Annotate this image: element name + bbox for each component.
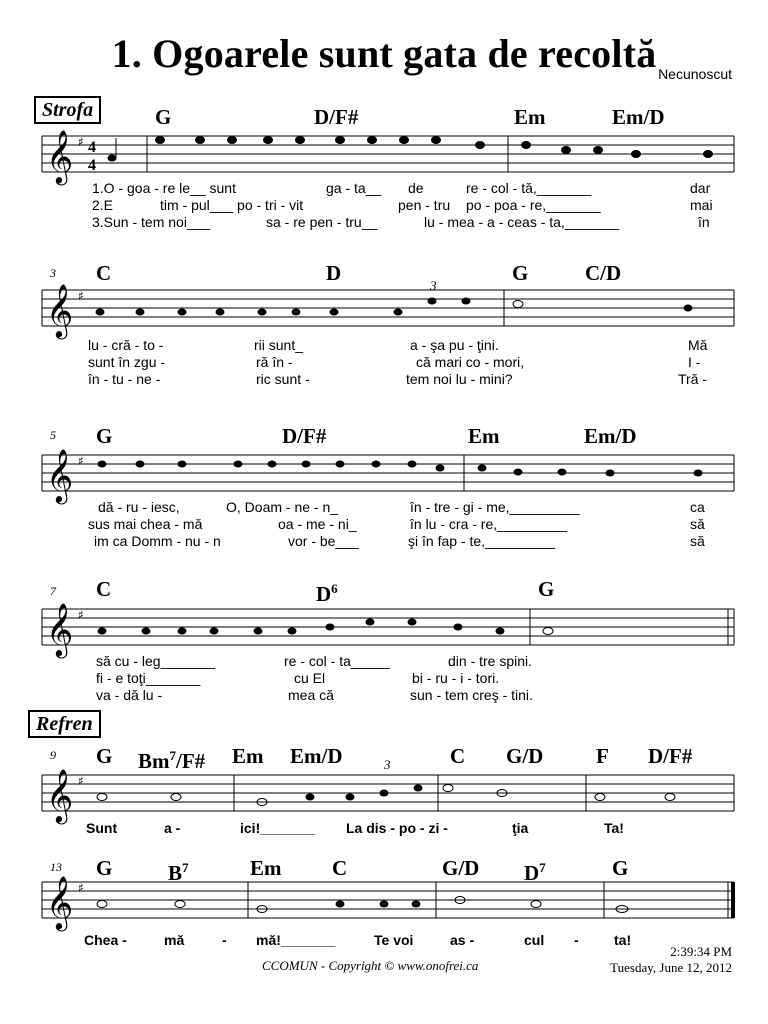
chord: G <box>96 424 113 448</box>
treble-clef-icon: 𝄞 <box>46 129 74 183</box>
lyric: ici!_______ <box>240 820 315 836</box>
lyric: mea că <box>288 687 334 703</box>
key-signature-sharp-icon: ♯ <box>78 454 84 468</box>
lyric: că mari co - mori, <box>416 354 525 370</box>
lyric: a - <box>164 820 181 836</box>
chord: D/F# <box>314 105 359 129</box>
chord: C <box>96 577 112 601</box>
lyric: lu - cră - to - <box>88 337 164 353</box>
chord: D/F# <box>282 424 327 448</box>
key-signature-sharp-icon: ♯ <box>78 289 84 303</box>
treble-clef-icon: 𝄞 <box>46 602 74 656</box>
lyric: pen - tru <box>398 197 451 213</box>
lyric: ga - ta__ <box>326 180 382 196</box>
lyric: re - col - tă,_______ <box>466 180 592 196</box>
time-sig-top: 4 <box>88 139 96 156</box>
chord: C <box>332 856 348 880</box>
print-time: 2:39:34 PM <box>670 944 732 959</box>
lyric: cu El <box>294 670 326 686</box>
chord: F <box>596 744 609 768</box>
lyric: din - tre spini. <box>448 653 533 669</box>
chord: Em <box>514 105 546 129</box>
triplet-label: 3 <box>384 757 391 772</box>
chord: G <box>512 261 529 285</box>
chord: G <box>612 856 629 880</box>
lyric: cul <box>524 932 545 948</box>
lyric: în - tre - gi - me,_________ <box>410 499 580 515</box>
lyric: să <box>690 516 705 532</box>
lyric: ca <box>690 499 705 515</box>
lyric: vor - be___ <box>288 533 359 549</box>
chord: G/D <box>442 856 480 880</box>
chord: Em/D <box>290 744 343 768</box>
lyric: în <box>698 214 710 230</box>
measure-number: 5 <box>50 428 56 442</box>
lyric: mai <box>690 197 713 213</box>
treble-clef-icon: 𝄞 <box>46 448 74 502</box>
lyric: Tră - <box>678 371 708 387</box>
lyric: sun - tem creş - tini. <box>410 687 533 703</box>
lyric: şi în fap - te,_________ <box>408 533 556 549</box>
lyric: O, Doam - ne - n_ <box>226 499 339 515</box>
copyright: CCOMUN - Copyright © www.onofrei.ca <box>262 958 479 973</box>
lyric: de <box>408 180 424 196</box>
verse-label: Strofa <box>34 96 101 124</box>
lyric: Ta! <box>604 820 624 836</box>
measure-number: 7 <box>50 584 56 598</box>
print-date: Tuesday, June 12, 2012 <box>610 960 732 975</box>
key-signature-sharp-icon: ♯ <box>78 135 84 149</box>
lyric: va - dă lu - <box>96 687 163 703</box>
lyric: Chea - <box>84 932 127 948</box>
lyric: 1.O - goa - re le__ sunt <box>92 180 236 196</box>
chord: D <box>326 261 342 285</box>
chord: $D^7$ <box>524 860 546 885</box>
lyric: Te voi <box>374 932 414 948</box>
lyric: po - poa - re,_______ <box>466 197 601 213</box>
chorus-label: Refren <box>28 710 101 738</box>
triplet-label: 3 <box>430 278 437 293</box>
lyric: lu - mea - a - ceas - ta,_______ <box>424 214 620 230</box>
lyric: sunt în zgu - <box>88 354 166 370</box>
treble-clef-icon: 𝄞 <box>46 875 74 929</box>
lyric: să cu - leg_______ <box>96 653 216 669</box>
chord: Bm$^7$/F# <box>138 748 206 773</box>
lyric: La dis - po - zi - <box>346 820 448 836</box>
lyric: ră în - <box>256 354 293 370</box>
lyric: re - col - ta_____ <box>284 653 390 669</box>
chord: Em <box>232 744 264 768</box>
chord: $D^6$ <box>316 581 338 606</box>
lyric: 3.Sun - tem noi___ <box>92 214 211 230</box>
lyric: ric sunt - <box>256 371 310 387</box>
lyric: Mă <box>688 337 708 353</box>
lyric: as - <box>450 932 475 948</box>
lyric: rii sunt_ <box>254 337 304 353</box>
chord: Em <box>250 856 282 880</box>
chord: G <box>96 856 113 880</box>
chord: C <box>450 744 466 768</box>
chord: G <box>538 577 555 601</box>
lyric: tim - pul___ po - tri - vit <box>160 197 304 213</box>
chord: Em/D <box>612 105 665 129</box>
chord: Em/D <box>584 424 637 448</box>
lyric: a - şa pu - ţini. <box>410 337 499 353</box>
key-signature-sharp-icon: ♯ <box>78 881 84 895</box>
measure-number: 3 <box>50 266 56 280</box>
lyric: să <box>690 533 705 549</box>
time-sig-bottom: 4 <box>88 157 96 174</box>
lyric: sus mai chea - mă <box>88 516 203 532</box>
key-signature-sharp-icon: ♯ <box>78 608 84 622</box>
page-title: 1. Ogoarele sunt gata de recoltă <box>111 31 657 76</box>
lyric: - <box>574 932 579 948</box>
chord: C <box>96 261 112 285</box>
chord: G <box>155 105 172 129</box>
lyric: Sunt <box>86 820 118 836</box>
composer-name: Necunoscut <box>658 66 732 82</box>
print-timestamp <box>610 944 732 976</box>
staff-system-6 <box>0 870 768 940</box>
treble-clef-icon: 𝄞 <box>46 768 74 822</box>
chord: D/F# <box>648 744 693 768</box>
lyric: - <box>222 932 227 948</box>
lyric: în - tu - ne - <box>88 371 161 387</box>
chord: Em <box>468 424 500 448</box>
lyric: mă <box>164 932 185 948</box>
chord: G <box>96 744 113 768</box>
lyric: I - <box>688 354 701 370</box>
lyric: bi - ru - i - tori. <box>412 670 500 686</box>
treble-clef-icon: 𝄞 <box>46 283 74 337</box>
lyric: tem noi lu - mini? <box>406 371 513 387</box>
measure-number: 9 <box>50 748 56 762</box>
chord: C/D <box>585 261 622 285</box>
lyric: ta! <box>614 932 632 948</box>
measure-number: 13 <box>50 860 62 874</box>
lyric: oa - me - ni_ <box>278 516 357 532</box>
lyric: ţia <box>512 820 529 836</box>
lyric: 2.E <box>92 197 114 213</box>
lyric: sa - re pen - tru__ <box>266 214 378 230</box>
lyric: im ca Domm - nu - n <box>94 533 221 549</box>
key-signature-sharp-icon: ♯ <box>78 774 84 788</box>
lyric: fi - e toţi_______ <box>96 670 201 686</box>
lyric: în lu - cra - re,_________ <box>410 516 568 532</box>
notes <box>108 137 713 162</box>
lyric: dar <box>690 180 711 196</box>
chord: G/D <box>506 744 544 768</box>
lyric: mă!_______ <box>256 932 336 948</box>
chord: $B^7$ <box>168 860 189 885</box>
lyric: dă - ru - iesc, <box>98 499 180 515</box>
